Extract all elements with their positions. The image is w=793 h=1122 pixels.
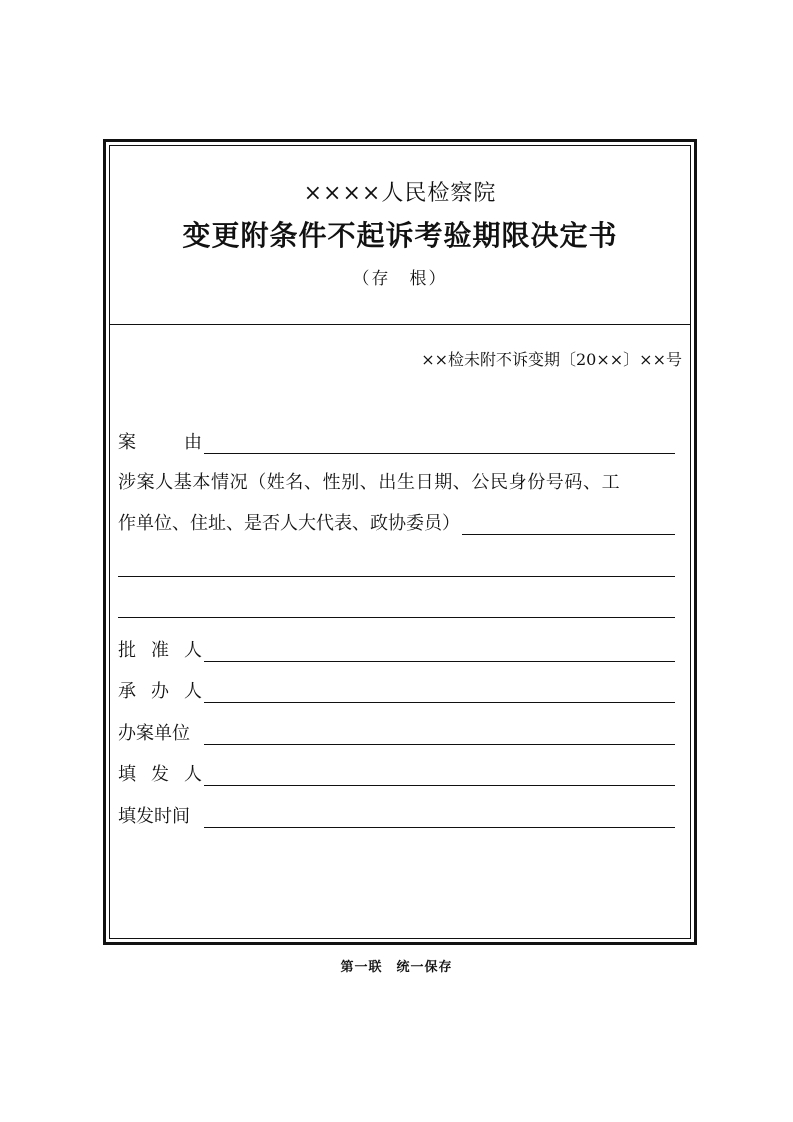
form-inner-border	[109, 145, 691, 939]
case-reason-field[interactable]	[204, 433, 675, 454]
suspect-info-field[interactable]	[462, 514, 675, 535]
issuer-label	[118, 764, 202, 786]
document-title: 变更附条件不起诉考验期限决定书	[182, 219, 618, 252]
suspect-info-field-line2[interactable]	[118, 576, 675, 577]
label-char: 人	[184, 681, 202, 702]
handling-unit-row	[118, 719, 675, 745]
label-char: 批	[118, 640, 136, 661]
label-char: 由	[184, 432, 202, 453]
suspect-info-field-line3[interactable]	[118, 617, 675, 618]
suspect-info-label-line1: 涉案人基本情况（姓名、性别、出生日期、公民身份号码、工	[118, 472, 621, 493]
label-char: 人	[184, 640, 202, 661]
issuer-field[interactable]	[204, 765, 675, 786]
issue-time-label: 填发时间	[118, 806, 190, 827]
approver-row	[118, 636, 675, 662]
issue-time-field[interactable]	[204, 807, 675, 828]
label-char: 办	[151, 681, 169, 702]
case-reason-label	[118, 432, 202, 454]
label-char: 案	[118, 432, 136, 453]
case-reason-row	[118, 428, 675, 454]
handler-field[interactable]	[204, 682, 675, 703]
header-section	[110, 146, 690, 325]
issue-time-row	[118, 802, 675, 828]
label-char: 填	[118, 764, 136, 785]
label-char: 准	[151, 640, 169, 661]
handling-unit-field[interactable]	[204, 724, 675, 745]
form-frame	[103, 139, 697, 945]
approver-field[interactable]	[204, 641, 675, 662]
handling-unit-label: 办案单位	[118, 723, 190, 744]
org-name: ××××人民检察院	[303, 181, 497, 206]
label-char: 承	[118, 681, 136, 702]
suspect-info-row	[118, 509, 675, 535]
label-char: 发	[151, 764, 169, 785]
document-number: ××检未附不诉变期〔20××〕××号	[421, 350, 682, 369]
issuer-row	[118, 760, 675, 786]
footer-note: 第一联 统一保存	[340, 960, 453, 975]
approver-label	[118, 640, 202, 662]
suspect-info-label-line2: 作单位、住址、是否人大代表、政协委员）	[118, 513, 460, 534]
stub-label: （存 根）	[352, 269, 448, 289]
label-char: 人	[184, 764, 202, 785]
handler-label	[118, 681, 202, 703]
handler-row	[118, 677, 675, 703]
